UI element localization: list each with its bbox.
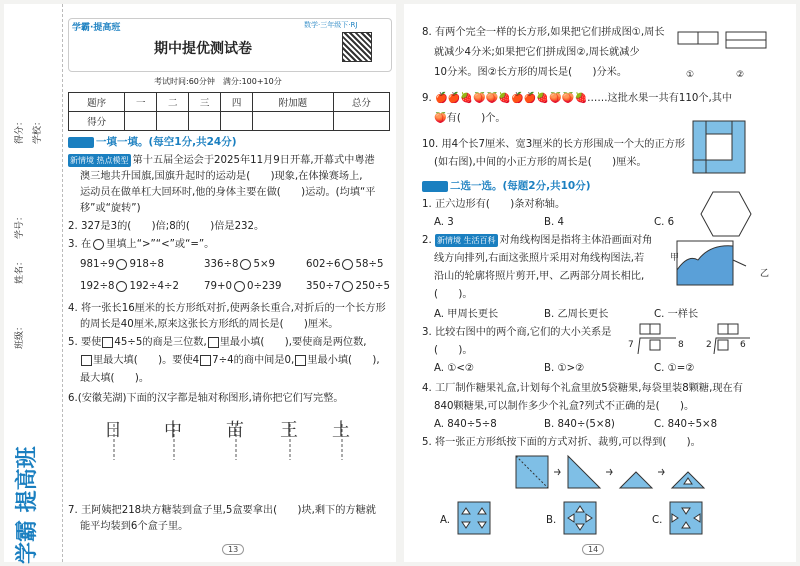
compare-item: 350÷7 250÷5 xyxy=(306,281,390,292)
score-header: 四 xyxy=(221,93,253,112)
compare-item: 981÷9 918÷8 xyxy=(80,259,164,270)
choice-2-line4: ( )。 xyxy=(434,289,473,300)
choice-3-option-c[interactable]: C. ①=② xyxy=(654,363,695,374)
choice-1: 1. 正六边形有( )条对称轴。 xyxy=(422,199,566,210)
choice-4-line1: 4. 工厂制作糖果礼盒,计划每个礼盒里放5袋糖果,每袋里装8颗糖,现在有 xyxy=(422,383,743,394)
choice-5-option-c-label[interactable]: C. xyxy=(652,515,663,526)
q8-figure xyxy=(676,24,772,74)
compare-circle[interactable] xyxy=(342,259,353,270)
question-3: 3. 在 里填上“>”“<”或“=”。 xyxy=(68,239,215,250)
score-cell[interactable] xyxy=(253,112,334,131)
compare-circle[interactable] xyxy=(116,259,127,270)
choice-4-option-a[interactable]: A. 840÷5÷8 xyxy=(434,419,497,430)
choice-5-option-a-label[interactable]: A. xyxy=(440,515,451,526)
side-label-number: 学号： xyxy=(15,211,25,239)
section-1-heading: 一填一填。(每空1分,共24分) xyxy=(68,134,237,149)
choice-3-option-b[interactable]: B. ①>② xyxy=(544,363,585,374)
question-8-line2: 就减少4分米;如果把它们拼成图②,周长就减少 xyxy=(434,47,640,58)
side-label-score: 得分： xyxy=(15,116,25,144)
div-figure-number: 6 xyxy=(740,340,746,350)
score-table xyxy=(68,92,390,131)
choice-2-option-b[interactable]: B. 乙周长更长 xyxy=(544,309,609,320)
question-9-line1: 9. 🍎🍎🍓🍑🍑🍓🍎🍎🍓🍑🍑🍓……这批水果一共有110个,其中 xyxy=(422,93,733,104)
square-blank xyxy=(200,355,211,366)
section-marker xyxy=(422,181,448,192)
division-figure xyxy=(626,322,752,356)
page-number: 14 xyxy=(582,544,604,555)
qr-code xyxy=(342,32,372,62)
question-4-line2: 的周长是40厘米,原来这张长方形纸的周长是( )厘米。 xyxy=(80,319,339,330)
tag-badge: 新情境 热点模型 xyxy=(70,156,129,165)
section-2-heading: 二选一选。(每题2分,共10分) xyxy=(422,178,591,193)
fold-steps-figure xyxy=(514,454,734,492)
question-5-line3: 最大填( )。 xyxy=(80,373,150,384)
header-brand: 学霸·提高班 xyxy=(72,23,121,33)
q8-label-2: ② xyxy=(736,70,745,80)
option-c-figure xyxy=(670,502,702,534)
side-label-school: 学校： xyxy=(33,116,43,144)
compare-item: 336÷8 5×9 xyxy=(204,259,275,270)
circle-blank xyxy=(93,239,104,250)
choice-4-option-b[interactable]: B. 840÷(5×8) xyxy=(544,419,615,430)
question-8-line1: 8. 有两个完全一样的长方形,如果把它们拼成图①,周长 xyxy=(422,27,665,38)
symmetry-axes xyxy=(94,424,384,464)
right-page xyxy=(404,4,796,562)
choice-1-option-b[interactable]: B. 4 xyxy=(544,217,564,228)
score-header: 附加题 xyxy=(253,93,334,112)
compare-circle[interactable] xyxy=(234,281,245,292)
square-blank xyxy=(208,337,219,348)
half-character: 中 xyxy=(164,420,182,441)
question-7-line2: 能平均装到6个盒子里。 xyxy=(80,521,189,532)
option-a-figure xyxy=(458,502,490,534)
question-5-line2: 里最大填( )。要使4 7÷4的商中间是0, 里最小填( ), xyxy=(80,354,380,367)
choice-5-options-figure xyxy=(456,500,776,536)
choice-3-line2: ( )。 xyxy=(434,345,473,356)
exam-info: 考试时间:60分钟 满分:100+10分 xyxy=(154,77,282,86)
square-blank xyxy=(81,355,92,366)
side-label-name: 姓名： xyxy=(15,256,25,284)
side-label-class: 班级： xyxy=(15,321,25,349)
question-5-line1: 5. 要使 45÷5的商是三位数, 里最小填( ),要使商是两位数, xyxy=(68,337,367,348)
score-cell[interactable] xyxy=(221,112,253,131)
photo-figure xyxy=(676,240,756,290)
choice-2-line2: 线方向排列,右面这张照片采用对角线构图法,若 xyxy=(434,253,645,264)
half-character: 土 xyxy=(332,420,350,441)
choice-1-option-c[interactable]: C. 6 xyxy=(654,217,675,228)
half-character: 王 xyxy=(280,420,298,441)
question-2: 2. 327是3的( )倍;8的( )倍是232。 xyxy=(68,221,265,232)
tag-badge: 新情境 生活百科 xyxy=(436,236,496,245)
choice-2-option-c[interactable]: C. 一样长 xyxy=(654,309,699,320)
div-figure-number: 7 xyxy=(628,340,634,350)
section-marker xyxy=(68,137,94,148)
choice-5: 5. 将一张正方形纸按下面的方式对折、裁剪,可以得到( )。 xyxy=(422,437,701,448)
question-10-line2: (如右图),中间的小正方形的周长是( )厘米。 xyxy=(434,157,647,168)
question-8-line3: 10分米。图②长方形的周长是( )分米。 xyxy=(434,67,628,78)
header-subject: 数学·三年级下·RJ xyxy=(304,21,358,29)
left-page xyxy=(4,4,396,562)
choice-2-line1: 2. 新情境 生活百科 对角线构图是指将主体沿画面对角 xyxy=(422,235,653,246)
choice-3-line1: 3. 比较右图中的两个商,它们的大小关系是 xyxy=(422,327,612,338)
score-cell[interactable] xyxy=(125,112,157,131)
score-header: 三 xyxy=(189,93,221,112)
label-jia: 甲 xyxy=(670,253,680,263)
compare-circle[interactable] xyxy=(342,281,353,292)
q8-label-1: ① xyxy=(686,70,695,80)
square-blank xyxy=(295,355,306,366)
option-b-figure xyxy=(564,502,596,534)
choice-1-option-a[interactable]: A. 3 xyxy=(434,217,454,228)
compare-circle[interactable] xyxy=(240,259,251,270)
div-figure-number: 8 xyxy=(678,340,684,350)
question-1-line1: 新情境 热点模型 第十五届全运会于2025年11月9日开幕,开幕式中粤港 xyxy=(70,155,375,166)
compare-item: 79+0 0÷239 xyxy=(204,281,282,292)
choice-4-line2: 840颗糖果,可以制作多少个礼盒?列式不正确的是( )。 xyxy=(434,401,695,412)
q10-square-figure xyxy=(692,120,746,174)
score-header: 二 xyxy=(157,93,189,112)
page-number: 13 xyxy=(222,544,244,555)
div-figure-number: 2 xyxy=(706,340,712,350)
question-6: 6.(安徽芜湖)下面的汉字都是轴对称图形,请你把它们写完整。 xyxy=(68,393,344,404)
choice-3-option-a[interactable]: A. ①<② xyxy=(434,363,475,374)
label-yi: 乙 xyxy=(760,269,770,279)
score-cell[interactable] xyxy=(157,112,189,131)
question-9-line2: 🍑有( )个。 xyxy=(434,113,506,124)
page-title: 期中提优测试卷 xyxy=(154,41,252,57)
question-10-line1: 10. 用4个长7厘米、宽3厘米的长方形围成一个大的正方形 xyxy=(422,139,686,150)
question-7-line1: 7. 王阿姨把218块方糖装到盒子里,5盒要拿出( )块,剩下的方糖就 xyxy=(68,505,376,516)
question-1-line3: 运动员在做单杠大回环时,他的身体主要在做( )运动。(均填“平 xyxy=(80,187,376,198)
choice-5-option-b-label[interactable]: B. xyxy=(546,515,557,526)
choice-4-option-c[interactable]: C. 840÷5×8 xyxy=(654,419,718,430)
question-4-line1: 4. 将一张长16厘米的长方形纸对折,使两条长重合,对折后的一个长方形 xyxy=(68,303,386,314)
compare-item: 602÷6 58÷5 xyxy=(306,259,384,270)
compare-item: 192÷8 192÷4÷2 xyxy=(80,281,179,292)
score-cell[interactable] xyxy=(189,112,221,131)
score-cell[interactable] xyxy=(333,112,389,131)
score-header: 一 xyxy=(125,93,157,112)
compare-circle[interactable] xyxy=(116,281,127,292)
half-character: 日 xyxy=(104,420,122,441)
spine-brand: 学霸 提高班 xyxy=(15,446,40,564)
hexagon-figure xyxy=(700,190,752,238)
choice-2-line3: 沿山的轮廓将照片剪开,甲、乙两部分周长相比, xyxy=(434,271,645,282)
score-header: 总分 xyxy=(333,93,389,112)
choice-2-option-a[interactable]: A. 甲周长更长 xyxy=(434,309,499,320)
question-1-line2: 澳三地共升国旗,国旗升起时的运动是( )现象,在体操赛场上, xyxy=(80,171,363,182)
square-blank xyxy=(102,337,113,348)
score-header: 题序 xyxy=(69,93,125,112)
score-row-label: 得分 xyxy=(69,112,125,131)
question-1-line4: 移”或“旋转”) xyxy=(80,203,141,214)
half-character: 苗 xyxy=(226,420,244,441)
